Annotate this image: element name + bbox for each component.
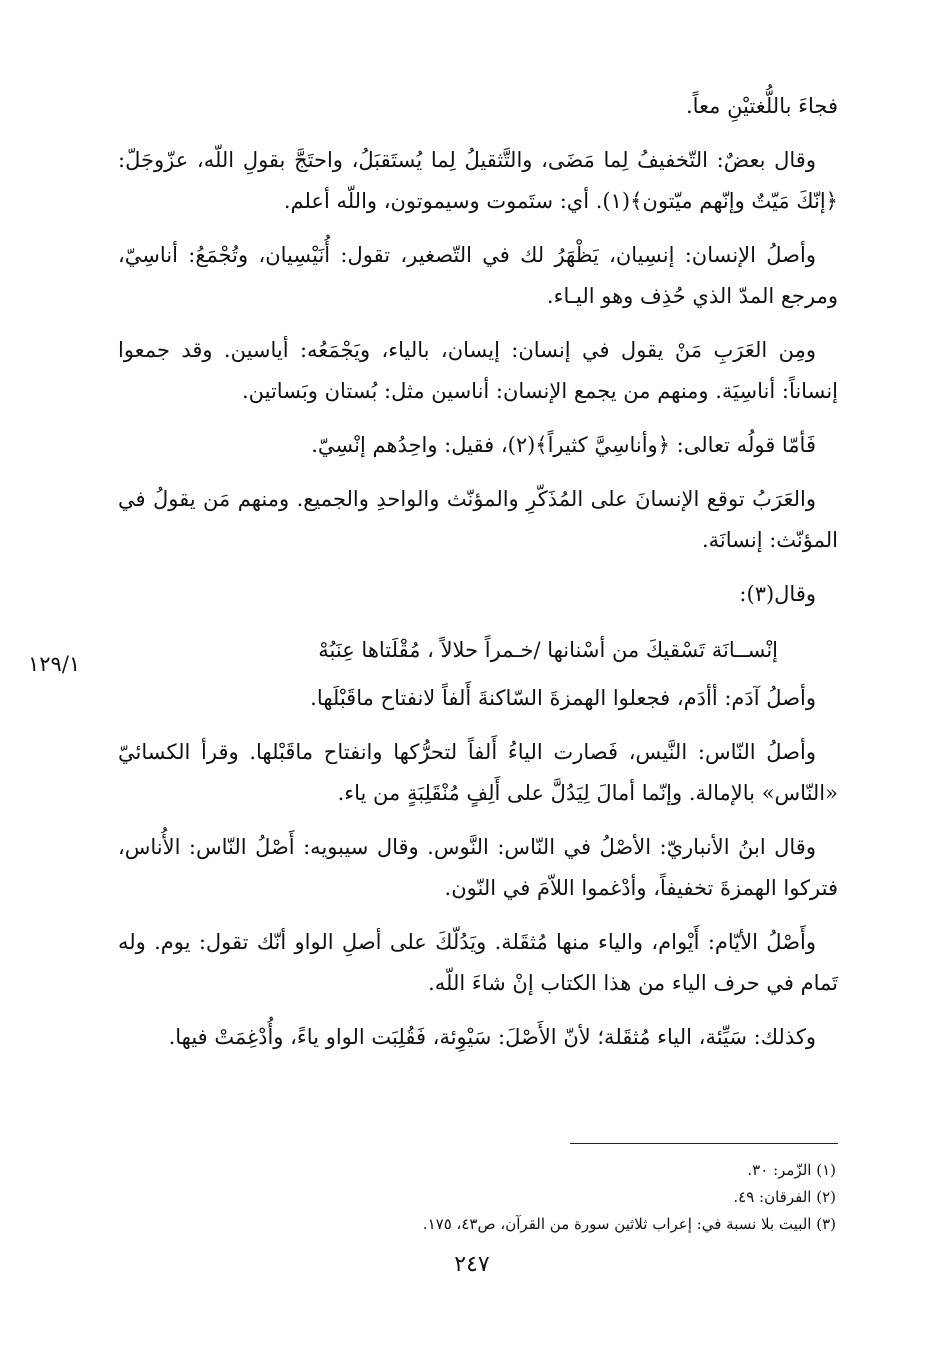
paragraph: فجاءَ باللُّغتيْنِ معاً.: [685, 94, 838, 118]
footnotes: [116, 1157, 836, 1238]
paragraph: فَأمّا قولُه تعالى: ﴿وأناسِيَّ كثيراً﴾(٢)، فقيل: واحِدُهم إنْسِيّ.: [311, 433, 816, 457]
paragraph: وأصلُ الإنسان: إنسِيان، يَظْهَرُ لك في التّصغير، تقول: أُنَيْسِيان، وتُجْمَعُ: أناسِيّ، ومرجع المدّ الذي حُذِف وهو اليـاء.: [118, 243, 838, 308]
paragraph: وأَصْلُ الأيّام: أَيْوام، والياء منها مُثقَلة. ويَدُلّكَ على أصلِ الواو أنّك تقول: يوم. وله تَمام في حرف الياء من هذا الكتاب إنْ شاءَ اللّه.: [118, 930, 838, 995]
footnote: (١) الزّمر: ٣٠.: [747, 1161, 836, 1179]
paragraph: ومِن العَرَبِ مَنْ يقول في إنسان: إيسان، بالياء، ويَجْمَعُه: أياسين. وقد جمعوا إنساناً: أناسِيَة. ومنهم من يجمع الإنسان: أناسين مثل: بُستان وبَساتين.: [118, 338, 838, 403]
page-body: [118, 86, 838, 1071]
margin-reference: ١٢٩/١: [28, 652, 81, 676]
paragraph: وقال(٣):: [739, 582, 816, 606]
footnote: (٣) البيت بلا نسبة في: إعراب ثلاثين سورة من القرآن، ص٤٣، ١٧٥.: [422, 1215, 836, 1233]
page-number: ٢٤٧: [454, 1252, 490, 1277]
paragraph: وقال بعضٌ: التّخفيفُ لِما مَضَى، والتَّثقيلُ لِما يُستَقبَلُ، واحتَجَّ بقولِ اللّه، عزّوجَلّ: ﴿إنّكَ مَيّتٌ وإنّهم ميّتون﴾(١). أي: ستَموت وسيموتون، واللّه أعلم.: [118, 148, 838, 213]
paragraph: وكذلك: سَيِّئة، الياء مُثقَلة؛ لأنّ الأَصْلَ: سَيْوِئة، فَقُلِبَت الواو ياءً، وأُدْغِمَتْ فيها.: [168, 1025, 816, 1049]
paragraph: والعَرَبُ توقع الإنسانَ على المُذَكّرِ والمؤنّث والواحدِ والجميع. ومنهم مَن يقولُ في المؤنّث: إنسانَة.: [118, 487, 838, 552]
poetry-verse: [118, 628, 838, 672]
paragraph: وقال ابنُ الأنباريّ: الأصْلُ في النّاس: النَّوس. وقال سيبويه: أَصْلُ النّاس: الأُناس، فتركوا الهمزةَ تخفيفاً، وأدْغموا اللاّمَ في النّون.: [118, 835, 838, 900]
verse-text: إنْســانَة تَسْقيكَ من أسْنانها /خـمراً حلالاً ، مُقْلَتاها عِنَبُهْ: [318, 638, 778, 662]
paragraph: وأصلُ النّاس: النَّيس، فَصارت الياءُ أَلفاً لتحرُّكها وانفتاح ماقَبْلها. وقرأ الكسائيّ «النّاس» بالإمالة. وإنّما أمالَ لِيَدُلَّ على أَلِفٍ مُنْقَلِبَةٍ من ياء.: [118, 740, 838, 805]
footnote-divider: [570, 1143, 838, 1144]
paragraph: وأصلُ آدَم: أأدَم، فجعلوا الهمزةَ السّاكنةَ أَلفاً لانفتاح ماقَبْلَها.: [310, 686, 816, 710]
footnote: (٢) الفرقان: ٤٩.: [733, 1188, 836, 1206]
